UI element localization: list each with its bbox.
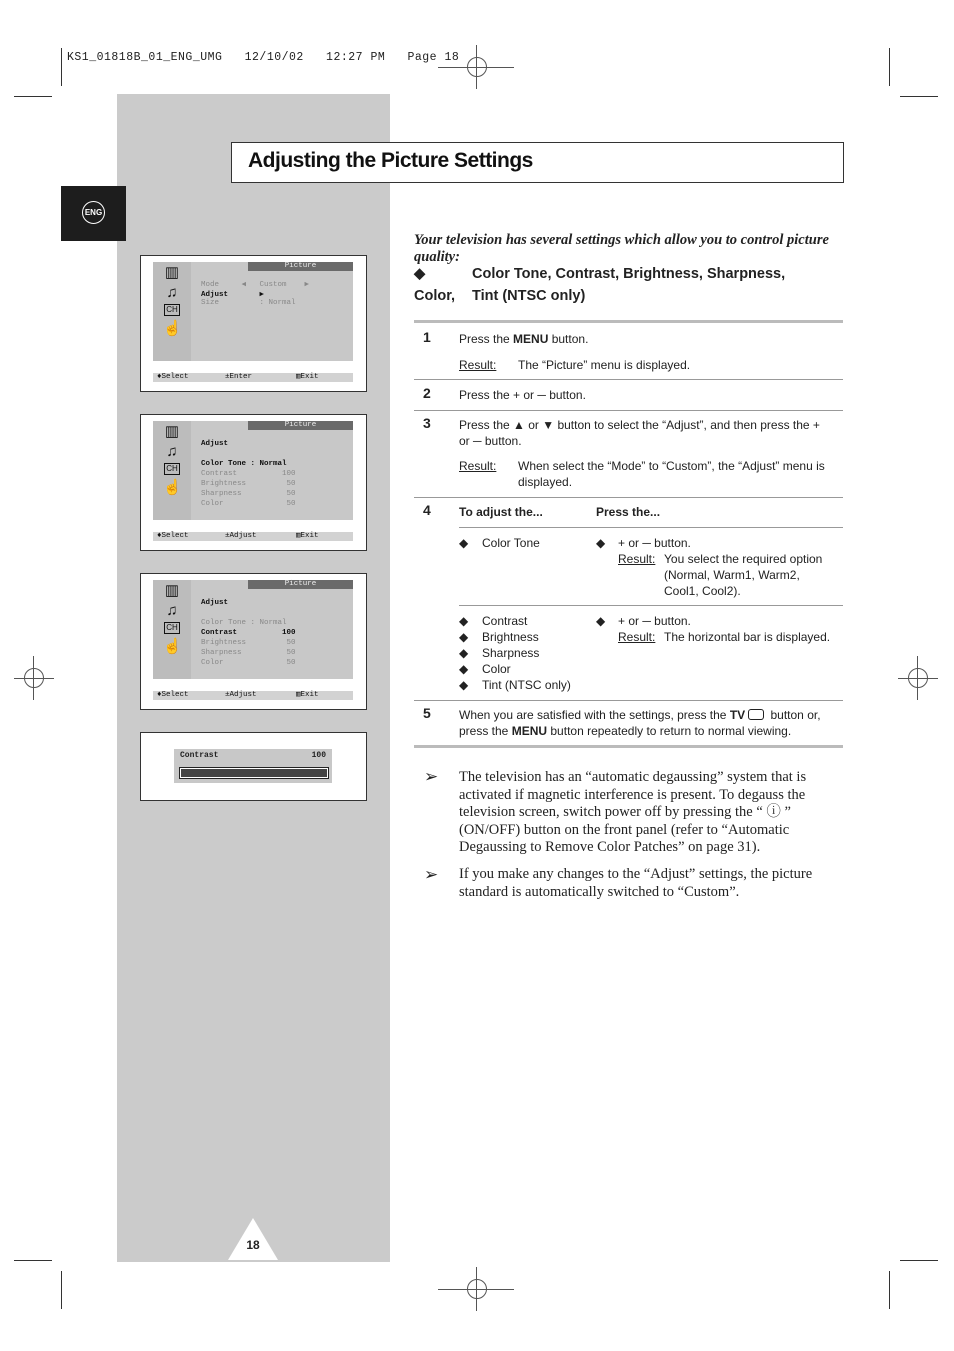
osd-header: Picture: [248, 580, 353, 589]
step1-text-b: button.: [548, 332, 589, 346]
osd-screen: [153, 421, 353, 520]
item-brightness: Brightness: [482, 630, 539, 644]
osd-row: Color Tone : Normal: [201, 460, 287, 468]
sound-icon: ♫: [166, 284, 178, 301]
color-tone-result: You select the required option: [664, 552, 823, 566]
osd-footer-adjust: ±Adjust: [225, 532, 257, 540]
bullet-icon: ◆: [414, 266, 426, 282]
step1-text: [459, 331, 588, 347]
step3-result: When select the “Mode” to “Custom”, the “Adjust” menu is: [518, 459, 825, 473]
contrast-panel: [174, 749, 332, 783]
sound-icon: ♫: [166, 602, 178, 619]
osd-row: Color 50: [201, 659, 296, 667]
osd-footer-exit: ▥Exit: [296, 373, 319, 381]
osd-footer: [153, 532, 353, 541]
crop-mark: [14, 96, 52, 97]
crop-mark: [61, 48, 62, 86]
registration-line: [14, 678, 54, 679]
crop-mark: [900, 1260, 938, 1261]
note-arrow-icon: ➢: [424, 767, 439, 786]
item-sharpness: Sharpness: [482, 646, 540, 660]
table-bottom-rule: [414, 745, 843, 748]
osd-title: Adjust: [201, 599, 229, 607]
page-number: 18: [246, 1238, 260, 1252]
crop-mark: [14, 1260, 52, 1261]
note-arrow-icon: ➢: [424, 865, 439, 884]
crop-mark: [61, 1271, 62, 1309]
step5-text: [459, 707, 821, 723]
osd-adjust-menu: [140, 414, 367, 551]
channel-icon: CH: [164, 463, 180, 475]
tv-icon: [748, 709, 764, 720]
osd-footer-exit: ▥Exit: [296, 532, 319, 540]
bullet-icon: ◆: [459, 678, 469, 692]
osd-picture-menu: [140, 255, 367, 392]
subtable-divider: [459, 527, 843, 528]
print-header: KS1_01818B_01_ENG_UMG 12/10/02 12:27 PM Page 18: [67, 51, 460, 64]
bullet-icon: ◆: [596, 614, 606, 628]
bullet-icon: ◆: [459, 614, 469, 628]
osd-row: Contrast 100: [201, 629, 296, 637]
step5-text-b: button or,: [767, 708, 821, 722]
step3-text: Press the ▲ or ▼ button to select the “Adjust”, and then press the +: [459, 418, 820, 432]
osd-row: Color 50: [201, 500, 296, 508]
color-tone-result: Cool1, Cool2).: [664, 584, 741, 598]
osd-footer-select: ♦Select: [157, 373, 189, 381]
menu-button-name: MENU: [511, 724, 548, 738]
subtable-divider: [459, 605, 843, 606]
item-color: Color: [482, 662, 511, 676]
contrast-slider: [179, 767, 329, 779]
picture-icon: ▥: [164, 264, 180, 281]
osd-icon-column: [153, 421, 191, 520]
step5-text-2: [459, 723, 791, 739]
result-label: Result:: [459, 358, 497, 372]
osd-row: Sharpness 50: [201, 490, 296, 498]
step-number: 4: [423, 502, 431, 518]
row-divider: [414, 410, 843, 411]
osd-row: Contrast 100: [201, 470, 296, 478]
osd-footer: [153, 691, 353, 700]
col-header-adjust: To adjust the...: [459, 505, 543, 519]
contrast-value: 100: [311, 751, 326, 760]
osd-contrast-bar: [140, 732, 367, 801]
osd-row: Color Tone : Normal: [201, 619, 287, 627]
subhead-color: Color,: [414, 288, 456, 304]
bar-result: The horizontal bar is displayed.: [664, 630, 831, 644]
osd-row: Mode ◀ Custom ▶: [201, 281, 310, 289]
registration-line: [438, 1289, 514, 1290]
item-color-tone: Color Tone: [482, 536, 540, 550]
osd-footer-enter: ±Enter: [225, 373, 253, 381]
hand-icon: ☝: [163, 638, 182, 655]
step5-text-c: press the: [459, 724, 512, 738]
table-top-rule: [414, 320, 843, 323]
step3-result-2: displayed.: [518, 475, 573, 489]
registration-line: [898, 678, 938, 679]
result-label: Result:: [618, 630, 656, 644]
step5-text-a: When you are satisfied with the settings, press the: [459, 708, 730, 722]
crop-mark: [889, 48, 890, 86]
page-title-box: [231, 142, 844, 183]
page-title: Adjusting the Picture Settings: [248, 149, 533, 172]
crop-mark: [900, 96, 938, 97]
osd-row: Adjust ▶: [201, 291, 265, 299]
bullet-icon: ◆: [596, 536, 606, 550]
intro-text: Your television has several settings which allow you to control picture quality:: [414, 232, 829, 265]
step2-text: Press the + or ─ button.: [459, 388, 586, 402]
osd-icon-column: [153, 580, 191, 679]
hand-icon: ☝: [163, 479, 182, 496]
menu-button-name: MENU: [513, 332, 549, 346]
note-degauss: The television has an “automatic degaussing” system that is activated if magnetic interference is present. To degauss the television screen, switch power off by pressing the “ ⓘ ” (ON/OFF) button on the front panel (refer to “Automatic Degaussing to Remove Color Patches” on page 31).: [459, 769, 807, 855]
bullet-icon: ◆: [459, 646, 469, 660]
sound-icon: ♫: [166, 443, 178, 460]
picture-icon: ▥: [164, 582, 180, 599]
osd-adjust-contrast-menu: [140, 573, 367, 710]
step3-text-2: or ─ button.: [459, 434, 522, 448]
step5-text-d: button repeatedly to return to normal viewing.: [547, 724, 792, 738]
picture-icon: ▥: [164, 423, 180, 440]
channel-icon: CH: [164, 622, 180, 634]
osd-footer: [153, 373, 353, 382]
language-tab: [61, 186, 126, 241]
step-number: 5: [423, 705, 431, 721]
osd-footer-adjust: ±Adjust: [225, 691, 257, 699]
bullet-icon: ◆: [459, 630, 469, 644]
osd-screen: [153, 580, 353, 679]
item-contrast: Contrast: [482, 614, 528, 628]
step1-result: The “Picture” menu is displayed.: [518, 358, 691, 372]
osd-row: Size : Normal: [201, 299, 296, 307]
note-custom: If you make any changes to the “Adjust” settings, the picture standard is automatically switched to “Custom”.: [459, 866, 813, 900]
osd-row: Brightness 50: [201, 639, 296, 647]
osd-header: Picture: [248, 421, 353, 430]
osd-row: Sharpness 50: [201, 649, 296, 657]
registration-line: [438, 67, 514, 68]
language-tab-label: ENG: [82, 201, 105, 224]
bullet-icon: ◆: [459, 662, 469, 676]
subhead-line1: [414, 266, 786, 282]
step-number: 1: [423, 329, 431, 345]
bullet-icon: ◆: [459, 536, 469, 550]
color-tone-result: (Normal, Warm1, Warm2,: [664, 568, 800, 582]
result-label: Result:: [459, 459, 497, 473]
osd-row: Brightness 50: [201, 480, 296, 488]
osd-footer-exit: ▥Exit: [296, 691, 319, 699]
osd-header: Picture: [248, 262, 353, 271]
col-header-press: Press the...: [596, 505, 661, 519]
osd-footer-select: ♦Select: [157, 691, 189, 699]
hand-icon: ☝: [163, 320, 182, 337]
subhead-line2: [414, 288, 586, 304]
row-divider: [414, 379, 843, 380]
tv-button-name: TV: [729, 708, 746, 722]
result-label: Result:: [618, 552, 656, 566]
crop-mark: [889, 1271, 890, 1309]
channel-icon: CH: [164, 304, 180, 316]
contrast-label: Contrast: [180, 751, 219, 760]
osd-screen: [153, 262, 353, 361]
press-plus-minus: + or ─ button.: [618, 536, 691, 550]
osd-icon-column: [153, 262, 191, 361]
step-number: 2: [423, 385, 431, 401]
subhead-tint: Tint (NTSC only): [472, 288, 586, 304]
osd-title: Adjust: [201, 440, 229, 448]
row-divider: [414, 497, 843, 498]
contrast-slider-fill: [181, 769, 327, 777]
subhead-text: Color Tone, Contrast, Brightness, Sharpness,: [472, 266, 786, 282]
step1-text-a: Press the: [459, 332, 514, 346]
item-tint: Tint (NTSC only): [482, 678, 571, 692]
row-divider: [414, 700, 843, 701]
press-plus-minus: + or ─ button.: [618, 614, 691, 628]
osd-footer-select: ♦Select: [157, 532, 189, 540]
step-number: 3: [423, 415, 431, 431]
